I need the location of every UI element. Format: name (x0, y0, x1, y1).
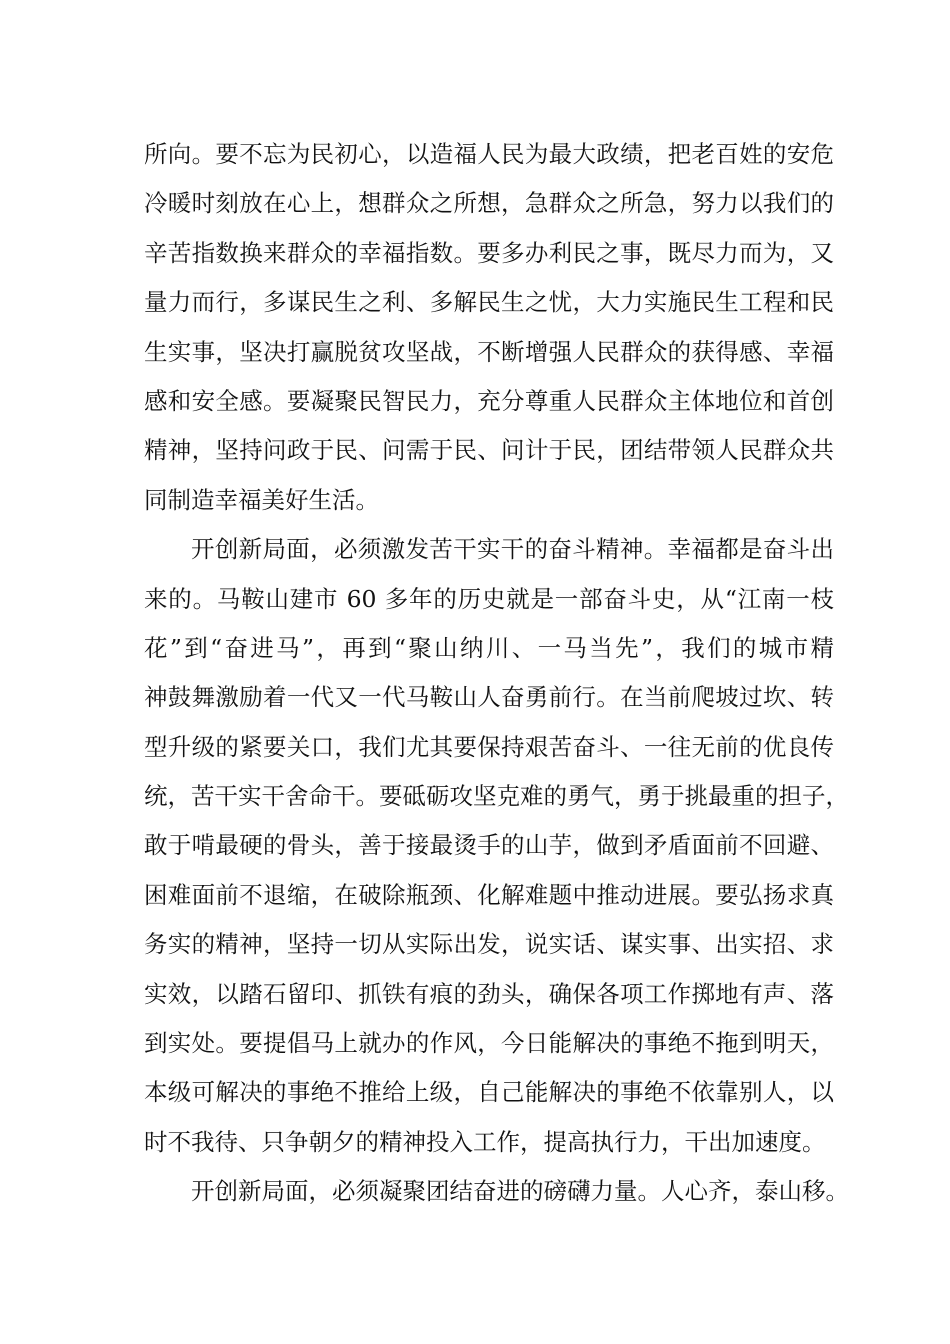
text-line: 敢于啃最硬的骨头，善于接最烫手的山芋，做到矛盾面前不回避、 (144, 831, 834, 860)
text-line: 本级可解决的事绝不推给上级，自己能解决的事绝不依靠别人，以 (144, 1078, 834, 1107)
text-line: 到实处。要提倡马上就办的作风，今日能解决的事绝不拖到明天， (144, 1029, 834, 1058)
text-line: 花”到“奋进马”，再到“聚山纳川、一马当先”，我们的城市精 (144, 633, 834, 662)
text-line: 统，苦干实干舍命干。要砥砺攻坚克难的勇气，勇于挑最重的担子， (144, 782, 849, 811)
text-line: 冷暖时刻放在心上，想群众之所想，急群众之所急，努力以我们的 (144, 189, 834, 218)
text-line: 来的。马鞍山建市 60 多年的历史就是一部奋斗史，从“江南一枝 (144, 584, 834, 613)
text-line: 精神，坚持问政于民、问需于民、问计于民，团结带领人民群众共 (144, 436, 834, 465)
text-line: 困难面前不退缩，在破除瓶颈、化解难题中推动进展。要弘扬求真 (144, 880, 834, 909)
text-line: 型升级的紧要关口，我们尤其要保持艰苦奋斗、一往无前的优良传 (144, 732, 834, 761)
text-line: 实效，以踏石留印、抓铁有痕的劲头，确保各项工作掷地有声、落 (144, 979, 834, 1008)
text-line: 量力而行，多谋民生之利、多解民生之忧，大力实施民生工程和民 (144, 288, 834, 317)
text-line: 所向。要不忘为民初心，以造福人民为最大政绩，把老百姓的安危 (144, 140, 834, 168)
text-line: 感和安全感。要凝聚民智民力，充分尊重人民群众主体地位和首创 (144, 386, 834, 415)
text-line: 辛苦指数换来群众的幸福指数。要多办利民之事，既尽力而为，又 (144, 238, 834, 267)
text-line: 时不我待、只争朝夕的精神投入工作，提高执行力，干出加速度。 (144, 1127, 826, 1156)
text-line: 务实的精神，坚持一切从实际出发，说实话、谋实事、出实招、求 (144, 930, 834, 959)
text-line: 生实事，坚决打赢脱贫攻坚战，不断增强人民群众的获得感、幸福 (144, 337, 834, 366)
text-line: 同制造幸福美好生活。 (144, 485, 379, 514)
text-line: 神鼓舞激励着一代又一代马鞍山人奋勇前行。在当前爬坡过坎、转 (144, 683, 834, 712)
document-body (144, 130, 849, 1217)
paragraph-first-line: 开创新局面，必须激发苦干实干的奋斗精神。幸福都是奋斗出 (191, 535, 834, 564)
paragraph-first-line: 开创新局面，必须凝聚团结奋进的磅礴力量。人心齐，泰山移。 (191, 1177, 849, 1206)
